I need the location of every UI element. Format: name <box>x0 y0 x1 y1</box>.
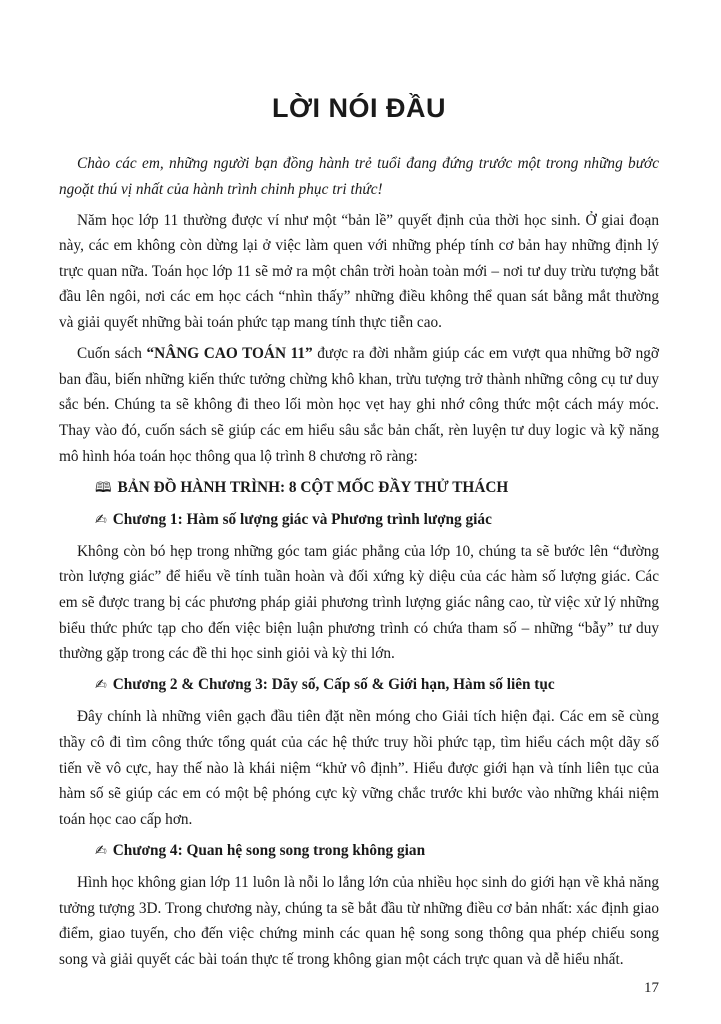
chapter-heading-text: Chương 4: Quan hệ song song trong không gian <box>112 841 426 859</box>
book-paragraph-before: Cuốn sách <box>77 345 147 363</box>
book-paragraph <box>59 341 659 469</box>
chapter-body-1: Không còn bó hẹp trong những góc tam giác phẳng của lớp 10, chúng ta sẽ bước lên “đường tròn lượng giác” để hiểu về tính tuần hoàn và đối xứng kỳ diệu của các hàm số lượng giác. Các em sẽ được trang bị các phương pháp giải phương trình lượng giác nâng cao, từ việc xử lý những biểu thức phức tạp cho đến việc biện luận phương trình có chứa tham số – những “bẫy” tư duy thường gặp trong các đề thi học sinh giỏi và kỳ thi lớn. <box>59 542 659 663</box>
chapter-body-2-3: Đây chính là những viên gạch đầu tiên đặt nền móng cho Giải tích hiện đại. Các em sẽ cùng thầy cô đi tìm công thức tổng quát của các hệ thức truy hồi phức tạp, tìm hiểu cách một dãy số tiến về vô cực, hay thế nào là khái niệm “khử vô định”. Hiểu được giới hạn và tính liên tục của hàm số sẽ giúp các em có một bệ phóng cực kỳ vững chắc trước khi bước vào những khái niệm toán học cao cấp hơn. <box>59 708 659 828</box>
pencil-icon: ✍ <box>95 511 107 528</box>
body-paragraph: Năm học lớp 11 thường được ví như một “bản lề” quyết định của thời học sinh. Ở giai đoạn này, các em không còn dừng lại ở việc làm quen với những phép tính cơ bản hay những định lý trực quan nữa. Toán học lớp 11 sẽ mở ra một chân trời hoàn toàn mới – nơi tư duy trừu tượng bắt đầu lên ngôi, nơi các em học cách “nhìn thấy” những điều không thể quan sát bằng mắt thường và giải quyết những bài toán phức tạp mang tính thực tiễn cao. <box>59 211 659 332</box>
chapter-heading-text: Chương 1: Hàm số lượng giác và Phương trình lượng giác <box>112 510 492 528</box>
book-paragraph-after: được ra đời nhằm giúp các em vượt qua những bỡ ngỡ ban đầu, biến những kiến thức tưởng chừng khô khan, trừu tượng trở thành những công cụ tư duy sắc bén. Chúng ta sẽ không đi theo lối mòn học vẹt hay ghi nhớ công thức một cách máy móc. Thay vào đó, cuốn sách sẽ giúp các em hiểu sâu sắc bản chất, rèn luyện tư duy logic và kỹ năng mô hình hóa toán học thông qua lộ trình 8 chương rõ ràng: <box>59 345 659 465</box>
pencil-icon: ✍ <box>95 677 107 694</box>
chapter-heading-1 <box>59 507 659 534</box>
chapter-heading-4 <box>59 838 659 865</box>
page-number: 17 <box>644 980 659 996</box>
intro-paragraph: Chào các em, những người bạn đồng hành trẻ tuổi đang đứng trước một trong những bước ngoặt thú vị nhất của hành trình chinh phục tri thức! <box>59 155 659 198</box>
pencil-icon: ✍ <box>95 842 107 859</box>
page-title: LỜI NÓI ĐẦU <box>271 93 447 123</box>
roadmap-heading-text: BẢN ĐỒ HÀNH TRÌNH: 8 CỘT MỐC ĐẦY THỬ THÁCH <box>117 478 509 496</box>
page-content <box>59 151 659 972</box>
chapter-heading-2-3 <box>59 672 659 699</box>
book-name: “NÂNG CAO TOÁN 11” <box>146 345 313 363</box>
chapter-body-4: Hình học không gian lớp 11 luôn là nỗi lo lắng lớn của nhiều học sinh do giới hạn về khả năng tưởng tượng 3D. Trong chương này, chúng ta sẽ bắt đầu từ những điều cơ bản nhất: xác định giao điểm, giao tuyến, cho đến việc chứng minh các quan hệ song song thông qua phép chiếu song song và giải quyết các bài toán thực tế trong không gian một cách trực quan và dễ hiểu nhất. <box>59 873 659 968</box>
roadmap-heading <box>59 475 659 502</box>
chapter-heading-text: Chương 2 & Chương 3: Dãy số, Cấp số & Giới hạn, Hàm số liên tục <box>112 676 555 694</box>
open-book-icon: 🕮 <box>95 479 112 496</box>
